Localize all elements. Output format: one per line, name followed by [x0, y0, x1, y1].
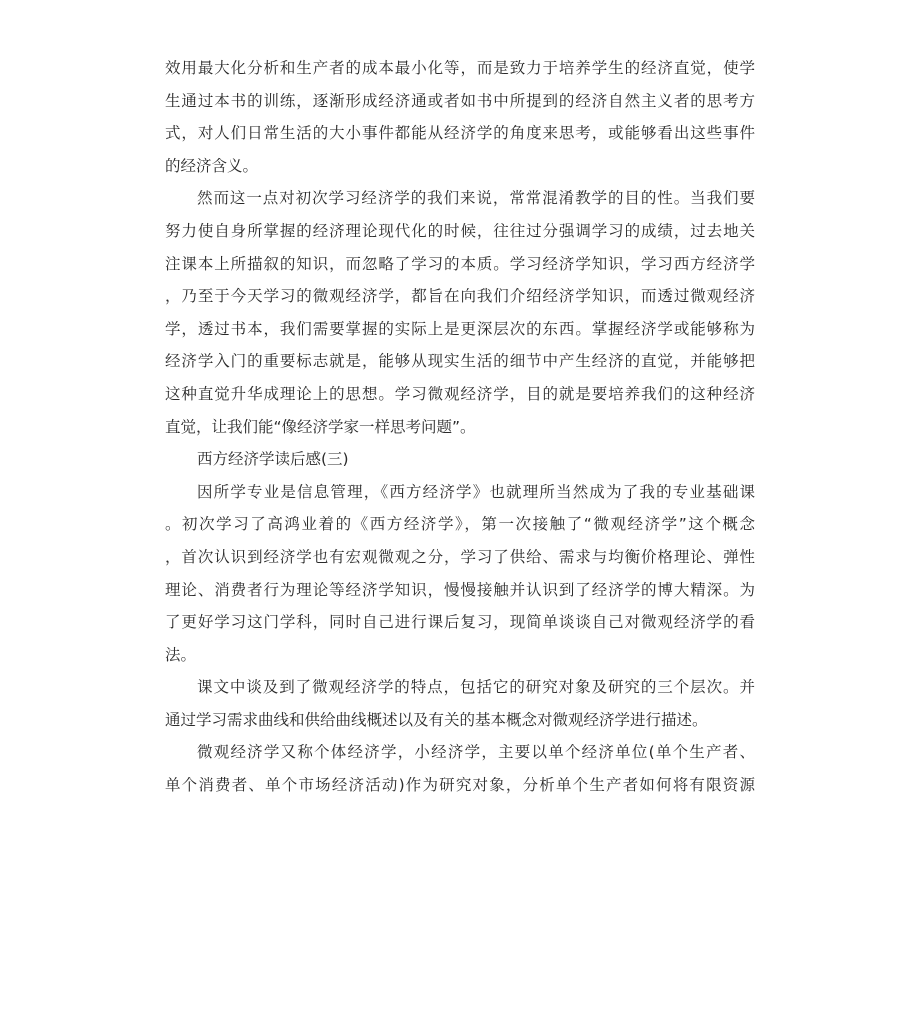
text-line: 式，对人们日常生活的大小事件都能从经济学的角度来思考，或能够看出这些事件	[165, 124, 755, 143]
text-line: 学，透过书本，我们需要掌握的实际上是更深层次的东西。掌握经济学或能够称为	[165, 319, 755, 338]
text-line: 的经济含义。	[165, 156, 259, 175]
text-line: 理论、消费者行为理论等经济学知识，慢慢接触并认识到了经济学的博大精深。为	[165, 580, 755, 599]
text-line: ，首次认识到经济学也有宏观微观之分，学习了供给、需求与均衡价格理论、弹性	[165, 547, 755, 566]
text-line: 效用最大化分析和生产者的成本最小化等，而是致力于培养学生的经济直觉，使学	[165, 59, 755, 77]
text-line: 生通过本书的训练，逐渐形成经济通或者如书中所提到的经济自然主义者的思考方	[165, 91, 755, 110]
text-line: 通过学习需求曲线和供给曲线概述以及有关的基本概念对微观经济学进行描述。	[165, 710, 708, 729]
text-line: 因所学专业是信息管理，《西方经济学》也就理所当然成为了我的专业基础课	[197, 482, 755, 501]
section-heading: 西方经济学读后感(三)	[197, 450, 349, 469]
text-line: 经济学入门的重要标志就是，能够从现实生活的细节中产生经济的直觉，并能够把	[165, 352, 755, 371]
text-line: 直觉，让我们能“像经济学家一样思考问题”。	[165, 417, 476, 436]
text-line: 。初次学习了高鸿业着的《西方经济学》，第一次接触了“微观经济学”这个概念	[165, 515, 755, 534]
text-line: 这种直觉升华成理论上的思想。学习微观经济学，目的就是要培养我们的这种经济	[165, 384, 755, 403]
text-line: 注课本上所描叙的知识，而忽略了学习的本质。学习经济学知识，学习西方经济学	[165, 254, 755, 273]
body-text	[165, 52, 755, 802]
text-line: 努力使自身所掌握的经济理论现代化的时候，往往过分强调学习的成绩，过去地关	[165, 221, 755, 240]
text-line: 法。	[165, 645, 197, 664]
text-line: ，乃至于今天学习的微观经济学，都旨在向我们介绍经济学知识，而透过微观经济	[165, 287, 755, 306]
text-line: 微观经济学又称个体经济学，小经济学，主要以单个经济单位(单个生产者、	[197, 743, 755, 762]
text-line: 然而这一点对初次学习经济学的我们来说，常常混淆教学的目的性。当我们要	[197, 189, 755, 208]
text-line: 了更好学习这门学科，同时自己进行课后复习，现简单谈谈自己对微观经济学的看	[165, 613, 755, 632]
text-line: 单个消费者、单个市场经济活动)作为研究对象，分析单个生产者如何将有限资源	[165, 776, 755, 795]
text-line: 课文中谈及到了微观经济学的特点，包括它的研究对象及研究的三个层次。并	[197, 678, 755, 697]
